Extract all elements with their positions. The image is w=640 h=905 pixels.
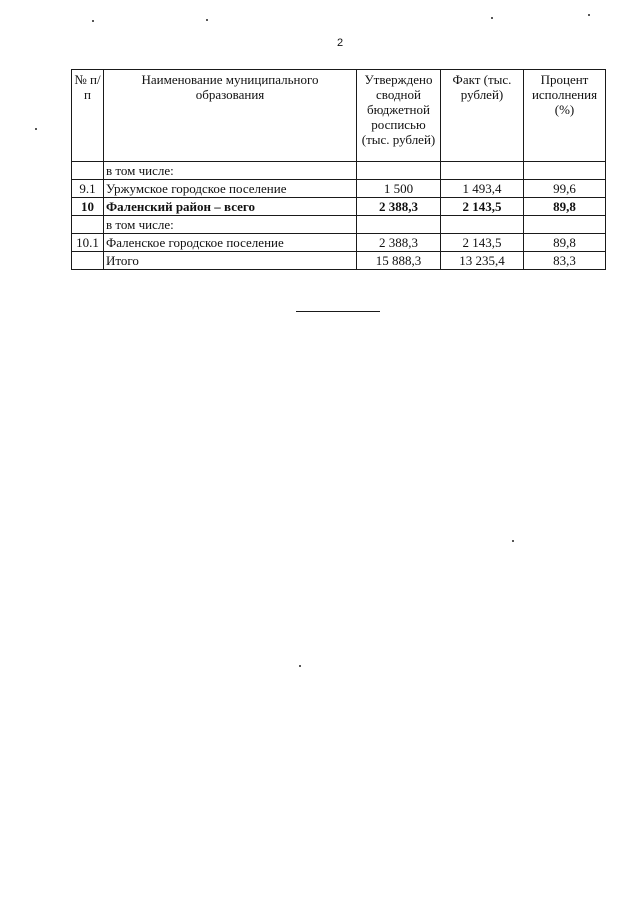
row-name: Фаленское городское поселение: [104, 234, 357, 252]
row-fact: [441, 216, 524, 234]
row-percent: [524, 162, 606, 180]
row-number: [72, 162, 104, 180]
row-approved: 2 388,3: [357, 234, 441, 252]
row-fact: 2 143,5: [441, 198, 524, 216]
row-name: Итого: [104, 252, 357, 270]
row-number: 10.1: [72, 234, 104, 252]
header-approved: Утверждено сводной бюджетной росписью (тыс. рублей): [357, 70, 441, 162]
table-header-row: [72, 70, 606, 162]
row-approved: 15 888,3: [357, 252, 441, 270]
row-number: [72, 252, 104, 270]
row-approved: [357, 162, 441, 180]
budget-execution-table: [71, 69, 606, 270]
row-number: 9.1: [72, 180, 104, 198]
scan-speck: [92, 20, 94, 22]
row-number: 10: [72, 198, 104, 216]
row-percent: 83,3: [524, 252, 606, 270]
row-percent: 89,8: [524, 198, 606, 216]
row-percent: 99,6: [524, 180, 606, 198]
scan-speck: [206, 19, 208, 21]
row-number: [72, 216, 104, 234]
scan-speck: [299, 665, 301, 667]
row-name: в том числе:: [104, 216, 357, 234]
header-percent: Процент исполнения (%): [524, 70, 606, 162]
row-fact: 2 143,5: [441, 234, 524, 252]
row-percent: [524, 216, 606, 234]
scan-speck: [588, 14, 590, 16]
table-row: [72, 198, 606, 216]
closing-rule: [296, 311, 380, 312]
table-row: [72, 180, 606, 198]
table-row: [72, 216, 606, 234]
table-row: [72, 252, 606, 270]
scan-speck: [35, 128, 37, 130]
row-percent: 89,8: [524, 234, 606, 252]
row-fact: 13 235,4: [441, 252, 524, 270]
row-name: Фаленский район – всего: [104, 198, 357, 216]
scan-speck: [491, 17, 493, 19]
row-name: в том числе:: [104, 162, 357, 180]
row-fact: 1 493,4: [441, 180, 524, 198]
row-approved: 1 500: [357, 180, 441, 198]
header-number: № п/п: [72, 70, 104, 162]
header-municipality-name: Наименование муниципального образования: [104, 70, 357, 162]
header-fact: Факт (тыс. рублей): [441, 70, 524, 162]
row-approved: [357, 216, 441, 234]
row-fact: [441, 162, 524, 180]
table-row: [72, 234, 606, 252]
page-number: 2: [336, 37, 344, 49]
table-row: [72, 162, 606, 180]
row-name: Уржумское городское поселение: [104, 180, 357, 198]
row-approved: 2 388,3: [357, 198, 441, 216]
scan-speck: [512, 540, 514, 542]
